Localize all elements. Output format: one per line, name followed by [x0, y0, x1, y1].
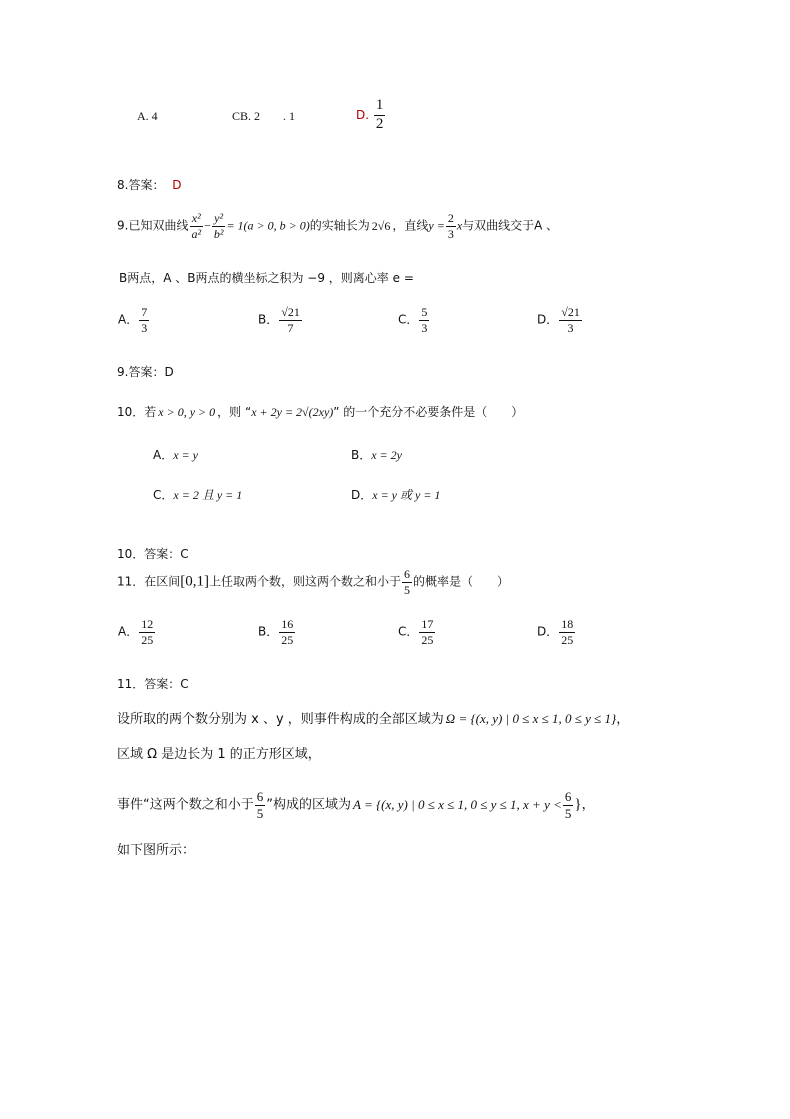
q11-prefix: 11．在区间	[117, 574, 181, 589]
q10-stem	[117, 406, 523, 418]
solution-line3-fraction	[255, 790, 266, 820]
q11-option-c	[398, 618, 436, 646]
option-fraction	[279, 306, 302, 334]
fraction-numerator: √21	[281, 305, 300, 319]
q7-option-d-fraction	[374, 98, 386, 133]
fraction-numerator: 5	[421, 305, 428, 319]
option-fraction	[279, 618, 295, 646]
fraction-numerator: 6	[256, 789, 264, 804]
q9-hyperbola-condition: = 1(a > 0, b > 0)	[226, 218, 310, 233]
option-label: C．	[398, 624, 419, 639]
q10-option-c	[153, 486, 242, 503]
q11-answer: 11．答案：C	[117, 677, 189, 691]
option-fraction	[559, 306, 582, 334]
solution-line3-close-brace: }	[574, 796, 582, 813]
fraction-numerator: 6	[404, 567, 411, 581]
q10-option-b	[351, 446, 402, 463]
fraction-denominator: 3	[141, 320, 148, 335]
option-label: A．	[153, 448, 174, 462]
q8-answer-value: D	[172, 178, 182, 192]
option-label: A．	[118, 312, 139, 327]
fraction-numerator: √21	[561, 305, 580, 319]
q9-line-slope	[446, 212, 456, 240]
q9-line-eq-lhs: y =	[428, 218, 445, 233]
fraction-denominator: 25	[421, 632, 434, 647]
q10-condition: x > 0, y > 0	[158, 405, 216, 419]
solution-line2: 区域 Ω 是边长为 1 的正方形区域，	[117, 747, 321, 762]
q8-answer-line	[117, 179, 182, 191]
q11-stem	[117, 568, 509, 596]
solution-line1-text: 设所取的两个数分别为 x 、y ，则事件构成的全部区域为	[117, 712, 444, 727]
q9-x2-over-a2: $\frac{\text{x²}}{\text{a²}}$	[191, 211, 202, 241]
option-text: x = y 或 y = 1	[372, 488, 441, 502]
q10-answer: 10．答案：C	[117, 547, 189, 561]
q8-answer-label: 8.答案：	[117, 178, 165, 192]
option-fraction	[419, 618, 435, 646]
fraction-denominator: 25	[281, 632, 294, 647]
option-label: C．	[153, 488, 174, 502]
q9-line-var: x	[456, 218, 463, 233]
fraction-denominator: 5	[404, 582, 411, 597]
q9-line-text: ，直线	[392, 218, 429, 233]
solution-line1-end: ，	[616, 712, 630, 727]
option-label: A．	[118, 624, 139, 639]
q10-mid: ，则 “	[217, 405, 252, 419]
q10-end: ” 的一个充分不必要条件是（ ）	[333, 405, 524, 419]
option-fraction	[419, 306, 429, 334]
solution-line3-text: 事件“这两个数之和小于	[117, 797, 254, 813]
solution-line3-end: ，	[581, 797, 595, 813]
q7-option-b: CB. 2	[232, 109, 261, 123]
q11-option-b	[258, 618, 296, 646]
solution-line3-fraction2	[563, 790, 574, 820]
q9-option-b	[258, 306, 303, 334]
option-label: D．	[537, 624, 559, 639]
q9-option-c	[398, 306, 430, 334]
q9-stem-line2: B两点，A 、B两点的横坐标之积为 −9 ，则离心率 e =	[119, 271, 414, 285]
fraction-denominator: 25	[561, 632, 574, 647]
q11-option-d	[537, 618, 576, 646]
q10-option-d	[351, 486, 440, 503]
option-label: D．	[537, 312, 559, 327]
solution-line3	[117, 790, 595, 820]
solution-line1	[117, 712, 629, 726]
q9-y2-over-b2: $\frac{\text{y²}}{\text{b²}}$	[213, 211, 224, 241]
option-label: C．	[398, 312, 419, 327]
q9-option-a	[118, 306, 150, 334]
fraction-denominator: 2	[375, 115, 384, 132]
option-fraction	[139, 618, 155, 646]
solution-line1-math: Ω = {(x, y) | 0 ≤ x ≤ 1, 0 ≤ y ≤ 1}	[445, 711, 617, 726]
q10-equation: x + 2y = 2√(2xy)	[251, 405, 334, 419]
fraction-numerator: 2	[447, 211, 454, 225]
q10-prefix: 10．若	[117, 405, 157, 419]
option-text: x = y	[173, 448, 198, 462]
fraction-denominator: 3	[567, 320, 574, 335]
q7-option-a: A. 4	[137, 109, 158, 123]
q7-option-c: . 1	[283, 109, 295, 123]
q9-axis-length: 2√6	[371, 218, 391, 233]
fraction-numerator: 7	[141, 305, 148, 319]
solution-line3-math: A = {(x, y) | 0 ≤ x ≤ 1, 0 ≤ y ≤ 1, x + y <	[353, 796, 562, 812]
fraction-denominator: 3	[421, 320, 428, 335]
fraction-denominator: 7	[287, 320, 294, 335]
fraction-denominator: 5	[256, 805, 264, 821]
option-label: D．	[351, 488, 373, 502]
fraction-numerator: 18	[561, 617, 574, 631]
q9-prefix: 9.已知双曲线	[117, 218, 189, 233]
option-label: B．	[351, 448, 372, 462]
option-label: B．	[258, 624, 279, 639]
fraction-denominator: 3	[447, 226, 454, 241]
option-label: B．	[258, 312, 279, 327]
q10-option-a	[153, 446, 198, 463]
option-text: x = 2 且 y = 1	[173, 488, 243, 502]
fraction-numerator: 12	[141, 617, 154, 631]
solution-line3-mid: ”构成的区域为	[266, 797, 351, 813]
option-fraction	[559, 618, 575, 646]
fraction-numerator: 17	[421, 617, 434, 631]
fraction-numerator: 16	[281, 617, 294, 631]
q7-option-d	[356, 98, 386, 133]
q9-mid-text: 的实轴长为	[309, 218, 370, 233]
fraction-numerator: 6	[564, 789, 572, 804]
option-text: x = 2y	[371, 448, 402, 462]
q7-option-d-label: D.	[356, 107, 370, 122]
fraction-denominator: 5	[564, 805, 572, 821]
q11-mid: 上任取两个数，则这两个数之和小于	[209, 574, 402, 589]
q11-end: 的概率是（ ）	[413, 574, 510, 589]
q11-fraction	[402, 568, 412, 596]
q9-end-text: 与双曲线交于A 、	[462, 218, 559, 233]
q9-answer: 9.答案：D	[117, 365, 174, 379]
fraction-numerator: 1	[374, 98, 386, 116]
option-fraction	[139, 306, 149, 334]
q11-option-a	[118, 618, 156, 646]
solution-line4: 如下图所示：	[117, 843, 196, 858]
q9-stem-line1: 9.已知双曲线 $\frac{\text{x²}}{\text{a²}}$ − $\frac{\text{y²}}{\text{b²}}$ = 1(a > 0, b > 0)的实轴长为 2√6 ，直线y = $\frac{2}{3}$ x与双曲线交于A 、	[117, 211, 559, 241]
q9-option-d	[537, 306, 583, 334]
q11-interval: [0,1]	[180, 573, 210, 590]
fraction-denominator: 25	[141, 632, 154, 647]
